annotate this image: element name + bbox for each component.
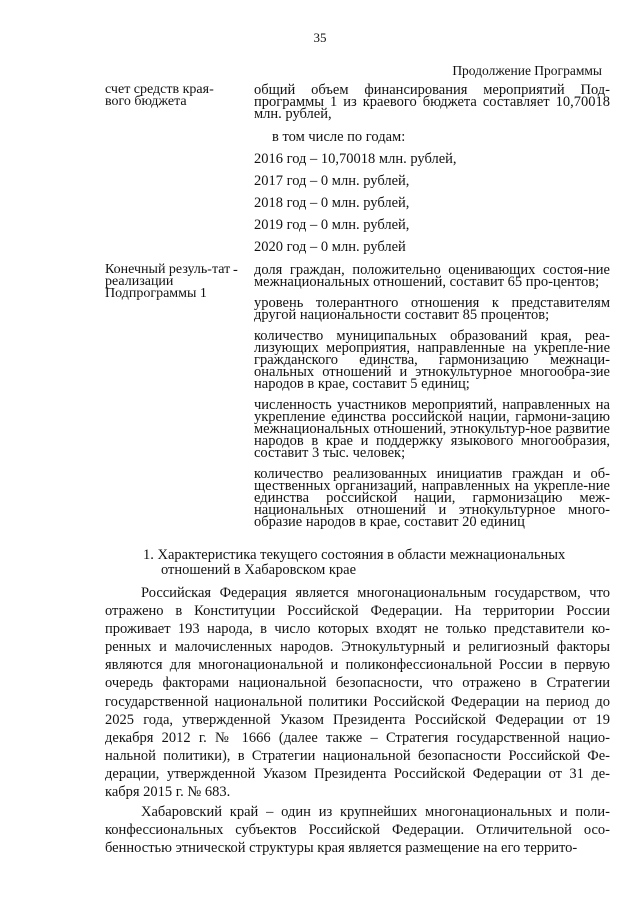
result-item: уровень толерантного отношения к представителям другой национальности составит 85 процентов; (254, 295, 610, 323)
year-line: 2016 год – 10,70018 млн. рублей, (254, 151, 457, 167)
result-row (105, 264, 610, 528)
section-heading-line2: отношений в Хабаровском крае (161, 562, 357, 578)
body-paragraph: Российская Федерация является многонациональным государством, что отражено в Конституции Российской Федерации. На территории России проживает 193 народа, в число которых входят не только представители ко-ренных и малочисленных народов. Этнокультурный и религиозный факторы являются для многонациональной и поликонфессиональной России в первую очередь факторами национальной безопасности, что отражено в Стратегии государственной национальной политики Российской Федерации на период до 2025 года, утвержденной Указом Президента Российской Федерации от 19 декабря 2012 г. № 1666 (далее также – Стратегия государственной нацио-нальной политики), в Стратегии национальной безопасности Российской Фе-дерации, утвержденной Указом Президента Российской Федерации от 31 де-кабря 2015 г. № 683. (105, 585, 610, 801)
year-line: 2017 год – 0 млн. рублей, (254, 173, 410, 189)
result-item: доля граждан, положительно оценивающих состоя-ние межнациональных отношений, составит 65 про-центов; (254, 262, 610, 290)
years-intro: в том числе по годам: (272, 129, 406, 145)
funding-row-value (254, 84, 610, 254)
section-heading (143, 548, 610, 578)
continuation-label: Продолжение Программы (452, 63, 602, 78)
result-item: количество реализованных инициатив граждан и об-щественных организаций, направленных на укрепле-ние единства российской нации, гармонизацию меж-национальных отношений и этнокультурное много-образие народов в крае, составит 20 единиц (254, 466, 610, 530)
program-passport-table (105, 84, 610, 528)
result-item: количество муниципальных образований края, реа-лизующих мероприятия, направленные на укрепле-ние гражданского единства, гармонизацию межнаци-ональных отношений и этнокультурное многообра-зие народов в крае, составит 5 единиц; (254, 328, 610, 392)
funding-row (105, 84, 610, 254)
year-line: 2019 год – 0 млн. рублей, (254, 217, 410, 233)
funding-row-label: счет средств края-вого бюджета (105, 82, 214, 109)
section-heading-line1: 1. Характеристика текущего состояния в области межнациональных (143, 547, 566, 563)
year-line: 2020 год – 0 млн. рублей (254, 239, 406, 255)
body-paragraph: Хабаровский край – один из крупнейших многонациональных и поли-конфессиональных субъектов Российской Федерации. Отличительной осо-бенностью этнической структуры края является размещение на его террито- (105, 804, 610, 857)
result-item: численность участников мероприятий, направленных на укрепление единства российской нации, гармони-зацию межнациональных отношений, этнокультур-ное развитие народов в крае и поддержку языкового многообразия, составит 3 тыс. человек; (254, 397, 610, 461)
funding-total-text: общий объем финансирования мероприятий Под-программы 1 из краевого бюджета составляет 10,70018 млн. рублей, (254, 82, 610, 122)
body-text (105, 584, 610, 857)
page-number: 35 (313, 30, 327, 45)
result-row-label: Конечный резуль-тат реализации Подпрограммы 1 (105, 262, 231, 301)
result-row-value (254, 264, 610, 528)
year-line: 2018 год – 0 млн. рублей, (254, 195, 410, 211)
result-row-dash: - (233, 262, 238, 278)
